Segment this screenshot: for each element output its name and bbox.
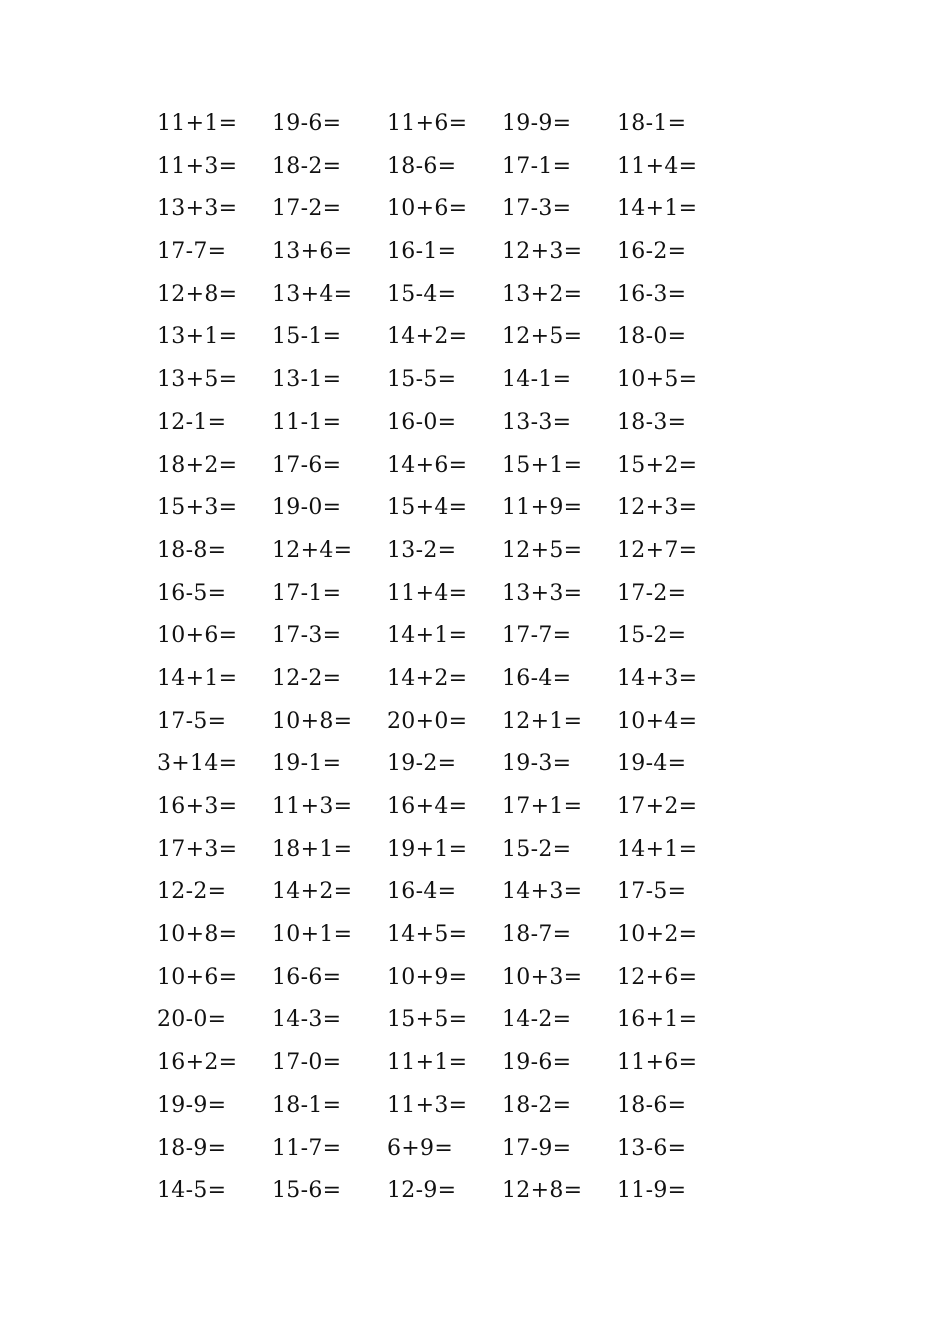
math-problem: 13+2= bbox=[502, 281, 583, 307]
math-problem: 11+3= bbox=[387, 1092, 468, 1118]
math-problem: 13-2= bbox=[387, 537, 457, 563]
math-problem: 16+3= bbox=[157, 794, 238, 819]
math-problem: 13-6= bbox=[617, 1135, 687, 1161]
math-problem: 3+14= bbox=[157, 751, 238, 777]
math-problem: 15+3= bbox=[157, 495, 238, 521]
math-problem: 6+9= bbox=[387, 1135, 454, 1161]
math-problem: 13+5= bbox=[157, 367, 238, 393]
math-problem: 12+4= bbox=[272, 537, 353, 563]
math-problem: 12+8= bbox=[157, 281, 238, 307]
math-problem: 14+1= bbox=[617, 196, 698, 222]
math-problem: 19-4= bbox=[617, 751, 687, 777]
math-problem: 12+7= bbox=[617, 537, 698, 563]
problem-row bbox=[157, 1085, 737, 1128]
math-problem: 16-2= bbox=[617, 239, 687, 265]
math-problem: 15-2= bbox=[617, 623, 687, 649]
problem-row bbox=[157, 445, 737, 488]
problem-row bbox=[157, 1042, 737, 1085]
math-problem: 10+2= bbox=[617, 922, 698, 948]
math-problem: 17-2= bbox=[617, 580, 687, 606]
math-problem: 14-5= bbox=[157, 1178, 227, 1204]
math-problem: 18-6= bbox=[387, 153, 457, 179]
math-problem: 12+3= bbox=[502, 239, 583, 265]
problem-row bbox=[157, 999, 737, 1042]
problem-row bbox=[157, 786, 737, 829]
math-problem: 16-4= bbox=[502, 665, 572, 691]
math-problem: 17-6= bbox=[272, 452, 342, 478]
problem-row bbox=[157, 274, 737, 317]
math-problem: 12-2= bbox=[157, 879, 227, 905]
math-problem: 15+4= bbox=[387, 495, 468, 521]
problem-row bbox=[157, 829, 737, 872]
math-problem: 20+0= bbox=[387, 708, 468, 734]
problem-row bbox=[157, 1170, 737, 1213]
problem-row bbox=[157, 103, 737, 146]
problem-row bbox=[157, 359, 737, 402]
math-problem: 13+1= bbox=[157, 324, 238, 350]
math-problem: 17-7= bbox=[157, 239, 227, 265]
math-problem: 11+9= bbox=[502, 495, 583, 521]
problem-row bbox=[157, 743, 737, 786]
math-problem: 14+1= bbox=[157, 665, 238, 691]
problem-row bbox=[157, 146, 737, 189]
math-problem: 10+4= bbox=[617, 708, 698, 734]
problem-row bbox=[157, 487, 737, 530]
math-problem: 14+1= bbox=[387, 623, 468, 649]
math-problem: 16-6= bbox=[272, 964, 342, 990]
math-problem: 12+3= bbox=[617, 495, 698, 521]
math-problem: 14-2= bbox=[502, 1007, 572, 1033]
math-problem: 18-1= bbox=[272, 1092, 342, 1118]
problem-grid bbox=[157, 103, 737, 1213]
problem-row bbox=[157, 530, 737, 573]
problem-row bbox=[157, 402, 737, 445]
math-problem: 19-6= bbox=[272, 111, 342, 136]
math-problem: 15+1= bbox=[502, 452, 583, 478]
math-problem: 13+6= bbox=[272, 239, 353, 265]
math-problem: 13-3= bbox=[502, 409, 572, 435]
math-problem: 19-0= bbox=[272, 495, 342, 521]
math-problem: 18-7= bbox=[502, 922, 572, 948]
math-problem: 19+1= bbox=[387, 836, 468, 862]
math-problem: 11-7= bbox=[272, 1135, 342, 1161]
math-problem: 16-5= bbox=[157, 580, 227, 606]
math-problem: 11+3= bbox=[272, 794, 353, 819]
math-problem: 10+3= bbox=[502, 964, 583, 990]
math-problem: 10+6= bbox=[157, 623, 238, 649]
math-problem: 11+3= bbox=[157, 153, 238, 179]
math-problem: 10+6= bbox=[157, 964, 238, 990]
math-problem: 16-4= bbox=[387, 879, 457, 905]
math-problem: 14+3= bbox=[617, 665, 698, 691]
math-problem: 15-2= bbox=[502, 836, 572, 862]
math-problem: 16-3= bbox=[617, 281, 687, 307]
math-problem: 12+5= bbox=[502, 324, 583, 350]
problem-row bbox=[157, 658, 737, 701]
math-problem: 11+6= bbox=[387, 111, 468, 136]
problem-row bbox=[157, 231, 737, 274]
math-problem: 19-9= bbox=[157, 1092, 227, 1118]
math-problem: 12+6= bbox=[617, 964, 698, 990]
math-problem: 12-2= bbox=[272, 665, 342, 691]
math-problem: 19-2= bbox=[387, 751, 457, 777]
problem-row bbox=[157, 573, 737, 616]
problem-row bbox=[157, 914, 737, 957]
problem-row bbox=[157, 701, 737, 744]
math-problem: 16-0= bbox=[387, 409, 457, 435]
math-problem: 17-2= bbox=[272, 196, 342, 222]
math-problem: 13+3= bbox=[502, 580, 583, 606]
math-problem: 18-0= bbox=[617, 324, 687, 350]
math-problem: 16+1= bbox=[617, 1007, 698, 1033]
math-problem: 12+1= bbox=[502, 708, 583, 734]
math-problem: 20-0= bbox=[157, 1007, 227, 1033]
math-problem: 18+2= bbox=[157, 452, 238, 478]
math-problem: 13+3= bbox=[157, 196, 238, 222]
math-problem: 11-9= bbox=[617, 1178, 687, 1204]
problem-row bbox=[157, 1128, 737, 1171]
math-problem: 14+2= bbox=[387, 665, 468, 691]
math-problem: 18+1= bbox=[272, 836, 353, 862]
math-problem: 17-3= bbox=[272, 623, 342, 649]
math-problem: 16+2= bbox=[157, 1050, 238, 1076]
math-problem: 17+2= bbox=[617, 794, 698, 819]
math-problem: 15+5= bbox=[387, 1007, 468, 1033]
problem-row bbox=[157, 957, 737, 1000]
math-problem: 15-4= bbox=[387, 281, 457, 307]
math-problem: 14+6= bbox=[387, 452, 468, 478]
math-problem: 12-1= bbox=[157, 409, 227, 435]
math-problem: 14-3= bbox=[272, 1007, 342, 1033]
math-problem: 18-3= bbox=[617, 409, 687, 435]
math-problem: 10+6= bbox=[387, 196, 468, 222]
math-problem: 15-1= bbox=[272, 324, 342, 350]
problem-row bbox=[157, 316, 737, 359]
math-problem: 17-5= bbox=[157, 708, 227, 734]
math-problem: 12+8= bbox=[502, 1178, 583, 1204]
math-problem: 11+4= bbox=[387, 580, 468, 606]
math-problem: 17-3= bbox=[502, 196, 572, 222]
math-problem: 18-2= bbox=[272, 153, 342, 179]
math-problem: 18-1= bbox=[617, 111, 687, 136]
math-problem: 19-3= bbox=[502, 751, 572, 777]
math-problem: 10+5= bbox=[617, 367, 698, 393]
math-problem: 10+9= bbox=[387, 964, 468, 990]
math-problem: 10+8= bbox=[157, 922, 238, 948]
math-problem: 15-6= bbox=[272, 1178, 342, 1204]
math-problem: 17-1= bbox=[272, 580, 342, 606]
math-problem: 14+2= bbox=[387, 324, 468, 350]
math-problem: 11+6= bbox=[617, 1050, 698, 1076]
math-problem: 14+3= bbox=[502, 879, 583, 905]
math-problem: 16+4= bbox=[387, 794, 468, 819]
math-problem: 11+1= bbox=[387, 1050, 468, 1076]
math-problem: 18-9= bbox=[157, 1135, 227, 1161]
problem-row bbox=[157, 871, 737, 914]
math-problem: 15-5= bbox=[387, 367, 457, 393]
math-problem: 19-1= bbox=[272, 751, 342, 777]
math-problem: 17-0= bbox=[272, 1050, 342, 1076]
math-problem: 19-9= bbox=[502, 111, 572, 136]
math-problem: 17+3= bbox=[157, 836, 238, 862]
problem-row bbox=[157, 188, 737, 231]
math-problem: 18-8= bbox=[157, 537, 227, 563]
math-problem: 11+1= bbox=[157, 111, 238, 136]
math-problem: 14+5= bbox=[387, 922, 468, 948]
math-problem: 13-1= bbox=[272, 367, 342, 393]
math-problem: 16-1= bbox=[387, 239, 457, 265]
math-problem: 18-2= bbox=[502, 1092, 572, 1118]
math-problem: 13+4= bbox=[272, 281, 353, 307]
math-problem: 10+8= bbox=[272, 708, 353, 734]
math-problem: 11-1= bbox=[272, 409, 342, 435]
problem-row bbox=[157, 615, 737, 658]
math-problem: 14+2= bbox=[272, 879, 353, 905]
math-problem: 11+4= bbox=[617, 153, 698, 179]
math-problem: 17-1= bbox=[502, 153, 572, 179]
math-problem: 18-6= bbox=[617, 1092, 687, 1118]
math-problem: 17+1= bbox=[502, 794, 583, 819]
math-problem: 14+1= bbox=[617, 836, 698, 862]
math-problem: 12-9= bbox=[387, 1178, 457, 1204]
math-problem: 17-5= bbox=[617, 879, 687, 905]
math-problem: 12+5= bbox=[502, 537, 583, 563]
math-problem: 10+1= bbox=[272, 922, 353, 948]
math-problem: 19-6= bbox=[502, 1050, 572, 1076]
math-problem: 17-7= bbox=[502, 623, 572, 649]
math-problem: 15+2= bbox=[617, 452, 698, 478]
math-problem: 14-1= bbox=[502, 367, 572, 393]
math-problem: 17-9= bbox=[502, 1135, 572, 1161]
